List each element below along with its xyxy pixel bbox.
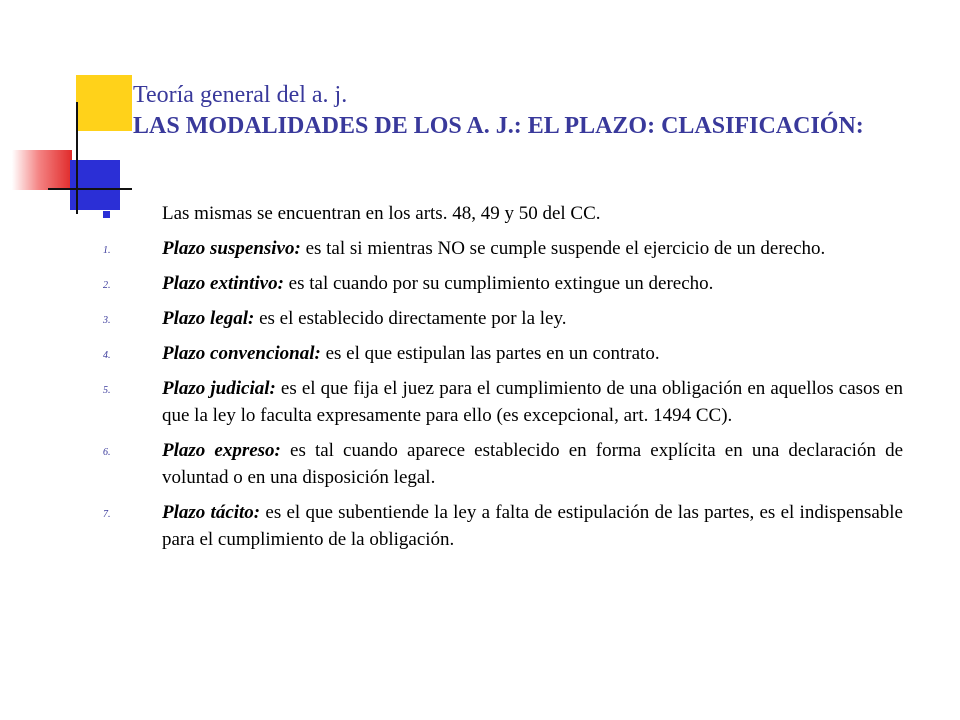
list-term: Plazo suspensivo: [162,238,301,259]
list-term: Plazo judicial: [162,378,276,399]
list-text: es el que fija el juez para el cumplimiento de una obligación en aquellos casos en que la ley lo faculta expresamente para ello (es excepcional, art. 1494 CC). [162,378,903,426]
list-item [103,270,903,297]
decorative-yellow-square [76,75,132,131]
list-number: 7. [103,509,111,520]
list-item [103,375,903,429]
slide-body [103,200,903,561]
square-bullet-icon [103,211,110,218]
intro-text: Las mismas se encuentran en los arts. 48, 49 y 50 del CC. [162,203,601,224]
list-item [103,499,903,553]
list-text: es el que estipulan las partes en un contrato. [320,343,660,364]
list-term: Plazo tácito: [162,502,261,523]
list-item [103,305,903,332]
decorative-horizontal-line [48,188,132,190]
list-number: 6. [103,447,111,458]
list-number: 4. [103,350,111,361]
list-term: Plazo extintivo: [162,273,284,294]
decorative-red-gradient-bar [12,150,72,190]
list-item [103,437,903,491]
list-text: es el establecido directamente por la ley. [254,308,567,329]
list-number: 5. [103,385,111,396]
list-number: 3. [103,315,111,326]
bullet-intro [103,200,903,227]
list-item [103,235,903,262]
list-text: es tal cuando por su cumplimiento extingue un derecho. [283,273,714,294]
decorative-vertical-line [76,102,78,214]
list-text: es tal si mientras NO se cumple suspende el ejercicio de un derecho. [300,238,826,259]
list-term: Plazo expreso: [162,440,281,461]
list-text: es el que subentiende la ley a falta de estipulación de las partes, es el indispensable para el cumplimiento de la obligación. [162,502,903,550]
list-item [103,340,903,367]
list-text: es tal cuando aparece establecido en forma explícita en una declaración de voluntad o en una disposición legal. [162,440,904,488]
slide-title-line2: LAS MODALIDADES DE LOS A. J.: EL PLAZO: CLASIFICACIÓN: [133,113,864,139]
slide-title [133,80,933,142]
list-term: Plazo convencional: [162,343,321,364]
slide-title-line1: Teoría general del a. j. [133,82,348,108]
list-number: 1. [103,245,111,256]
list-number: 2. [103,280,111,291]
list-term: Plazo legal: [162,308,255,329]
